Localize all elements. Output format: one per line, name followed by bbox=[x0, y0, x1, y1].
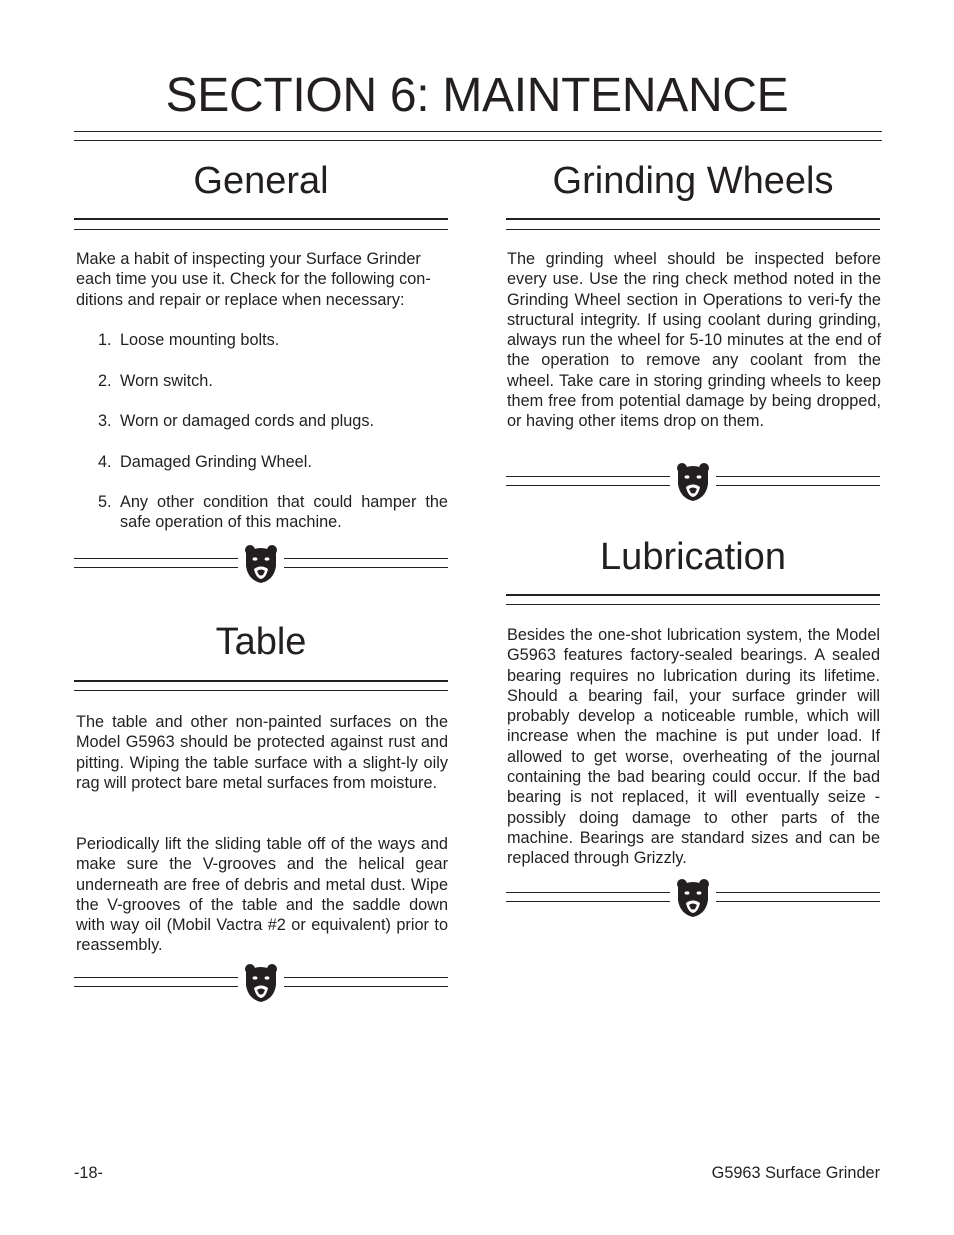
title-rule-top bbox=[74, 131, 882, 132]
table-rule-bottom bbox=[74, 690, 448, 691]
footer-product-name: G5963 Surface Grinder bbox=[711, 1164, 880, 1182]
section-divider bbox=[506, 878, 880, 918]
bear-head-icon bbox=[675, 462, 711, 502]
title-rule-bottom bbox=[74, 140, 882, 141]
general-rule-top bbox=[74, 218, 448, 220]
page-title: SECTION 6: MAINTENANCE bbox=[165, 69, 789, 122]
bear-head-icon bbox=[675, 878, 711, 918]
general-intro: Make a habit of inspecting your Surface Grinder each time you use it. Check for the following con-ditions and repair or replace when necessary: bbox=[76, 250, 431, 309]
lubrication-rule-top bbox=[506, 594, 880, 596]
list-item-number: 2. bbox=[98, 372, 112, 390]
list-item bbox=[98, 411, 448, 431]
section-divider bbox=[506, 462, 880, 502]
lubrication-heading: Lubrication bbox=[600, 536, 786, 578]
table-paragraph-1: The table and other non-painted surfaces on the Model G5963 should be protected against rust and pitting. Wiping the table surface with a slight-ly oily rag will protect bare metal surfaces from moisture. bbox=[76, 713, 448, 792]
list-item bbox=[98, 492, 448, 533]
list-item bbox=[98, 330, 448, 350]
table-heading: Table bbox=[215, 621, 307, 663]
list-item-number: 5. bbox=[98, 493, 112, 511]
section-divider bbox=[74, 963, 448, 1003]
list-item-text: Damaged Grinding Wheel. bbox=[120, 453, 312, 471]
page-number: -18- bbox=[74, 1164, 103, 1182]
grinding-wheels-heading: Grinding Wheels bbox=[552, 160, 834, 202]
general-heading: General bbox=[193, 160, 329, 202]
section-divider bbox=[74, 544, 448, 584]
lubrication-paragraph: Besides the one-shot lubrication system, the Model G5963 features factory-sealed bearings. A sealed bearing requires no lubrication during its lifetime. Should a bearing fail, your surface grinder will probably develop a noticeable rumble, which will increase when the machine is put under load. If allowed to get worse, overheating of the journal containing the bad bearing could occur. If the bad bearing is not replaced, it will eventually seize - possibly doing damage to other parts of the machine. Bearings are standard sizes and can be replaced through Grizzly. bbox=[507, 626, 880, 868]
table-paragraph-2: Periodically lift the sliding table off of the ways and make sure the V-grooves and the helical gear underneath are free of debris and metal dust. Wipe the V-grooves of the table and the saddle down with way oil (Mobil Vactra #2 or equivalent) prior to reassembly. bbox=[76, 835, 448, 955]
grinding-wheels-rule-top bbox=[506, 218, 880, 220]
lubrication-rule-bottom bbox=[506, 604, 880, 605]
list-item bbox=[98, 452, 448, 472]
bear-head-icon bbox=[243, 544, 279, 584]
grinding-wheels-rule-bottom bbox=[506, 229, 880, 230]
list-item-text: Worn or damaged cords and plugs. bbox=[120, 412, 375, 430]
table-rule-top bbox=[74, 680, 448, 682]
list-item-text: Worn switch. bbox=[120, 372, 213, 390]
bear-head-icon bbox=[243, 963, 279, 1003]
list-item-number: 1. bbox=[98, 331, 112, 349]
list-item-text: Any other condition that could hamper the safe operation of this machine. bbox=[120, 493, 448, 532]
list-item bbox=[98, 371, 448, 391]
list-item-text: Loose mounting bolts. bbox=[120, 331, 280, 349]
list-item-number: 4. bbox=[98, 453, 112, 471]
list-item-number: 3. bbox=[98, 412, 112, 430]
general-rule-bottom bbox=[74, 229, 448, 230]
grinding-wheels-paragraph: The grinding wheel should be inspected before every use. Use the ring check method noted in the Grinding Wheel section in Operations to veri-fy the structural integrity. If using coolant during grinding, always run the wheel for 5-10 minutes at the end of the operation to remove any coolant from the wheel. Take care in storing grinding wheels to keep them free from potential damage by being dropped, or having other items drop on them. bbox=[507, 250, 881, 431]
